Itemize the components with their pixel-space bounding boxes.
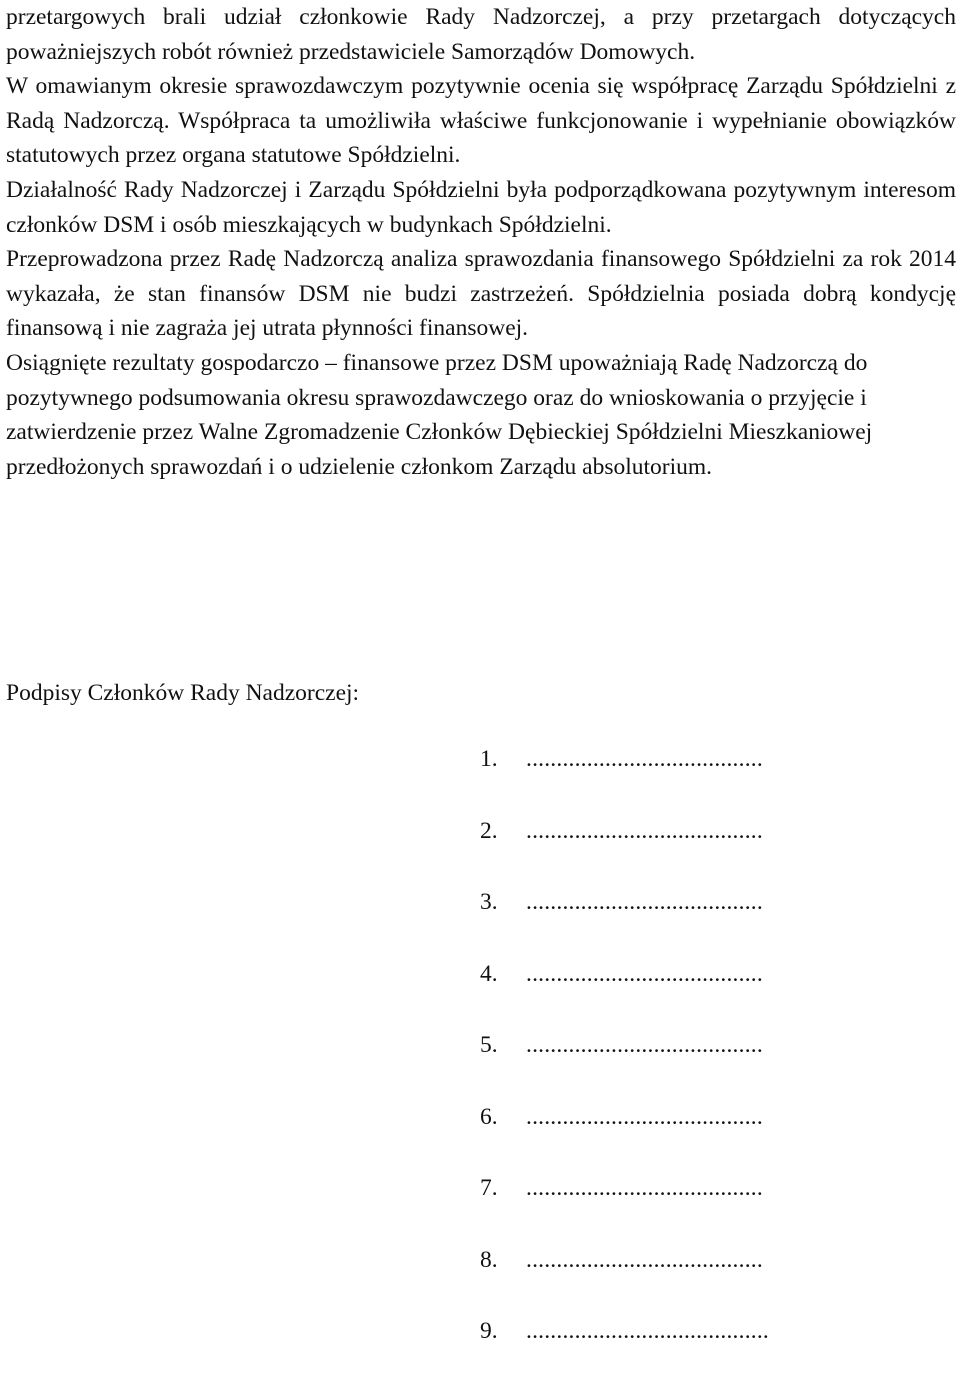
signature-line (480, 885, 769, 957)
signature-number: 8. (480, 1246, 498, 1273)
paragraph-financial-analysis: Przeprowadzona przez Radę Nadzorczą analiza sprawozdania finansowego Spółdzielni za rok 2014 wykazała, że stan finansów DSM nie budzi zastrzeżeń. Spółdzielnia posiada dobrą kondycję finansową i nie zagraża jej utrata płynności finansowej. (6, 246, 956, 342)
paragraph-conclusion: Osiągnięte rezultaty gospodarczo – finansowe przez DSM upoważniają Radę Nadzorczą do pozytywnego podsumowania okresu sprawozdawczego oraz do wnioskowania o przyjęcie i zatwierdzenie przez Walne Zgromadzenie Członków Dębieckiej Spółdzielni Mieszkaniowej przedłożonych sprawozdań i o udzielenie członkom Zarządu absolutorium. (6, 349, 873, 480)
signature-number: 4. (480, 960, 498, 987)
signatures-heading: Podpisy Członków Rady Nadzorczej: (6, 680, 360, 706)
signature-dots: ....................................... (526, 746, 763, 772)
signature-line (480, 742, 769, 814)
signature-dots: ........................................ (526, 1318, 769, 1344)
signature-dots: ....................................... (526, 960, 763, 987)
signature-dots: ....................................... (526, 1246, 763, 1273)
paragraph-cooperation: W omawianym okresie sprawozdawczym pozytywnie ocenia się współpracę Zarządu Spółdzielni z Radą Nadzorczą. Współpraca ta umożliwiła właściwe funkcjonowanie i wypełnianie obowiązków statutowych przez organa statutowe Spółdzielni. (6, 73, 956, 169)
signature-line (480, 957, 769, 1029)
signature-dots: ....................................... (526, 889, 763, 915)
signature-line (480, 1243, 769, 1315)
signature-number: 5. (480, 1032, 498, 1058)
signature-dots: ....................................... (526, 1032, 763, 1058)
signature-line (480, 814, 769, 886)
signature-line (480, 1100, 769, 1172)
signature-dots: ....................................... (526, 1175, 763, 1201)
signature-number: 1. (480, 746, 498, 772)
signature-line (480, 1171, 769, 1243)
signature-number: 9. (480, 1318, 498, 1344)
signature-list (480, 742, 769, 1386)
signature-dots: ....................................... (526, 817, 763, 844)
signature-number: 2. (480, 817, 498, 844)
signature-number: 7. (480, 1175, 498, 1201)
signature-dots: ....................................... (526, 1103, 763, 1130)
paragraph-activity: Działalność Rady Nadzorczej i Zarządu Spółdzielni była podporządkowana pozytywnym interesom członków DSM i osób mieszkających w budynkach Spółdzielni. (6, 176, 956, 238)
signature-number: 6. (480, 1103, 498, 1130)
document-page (6, 0, 956, 484)
paragraph-tenders: przetargowych brali udział członkowie Rady Nadzorczej, a przy przetargach dotyczących poważniejszych robót również przedstawiciele Samorządów Domowych. (6, 4, 956, 65)
signature-line (480, 1314, 769, 1386)
signature-number: 3. (480, 889, 498, 915)
signature-line (480, 1028, 769, 1100)
